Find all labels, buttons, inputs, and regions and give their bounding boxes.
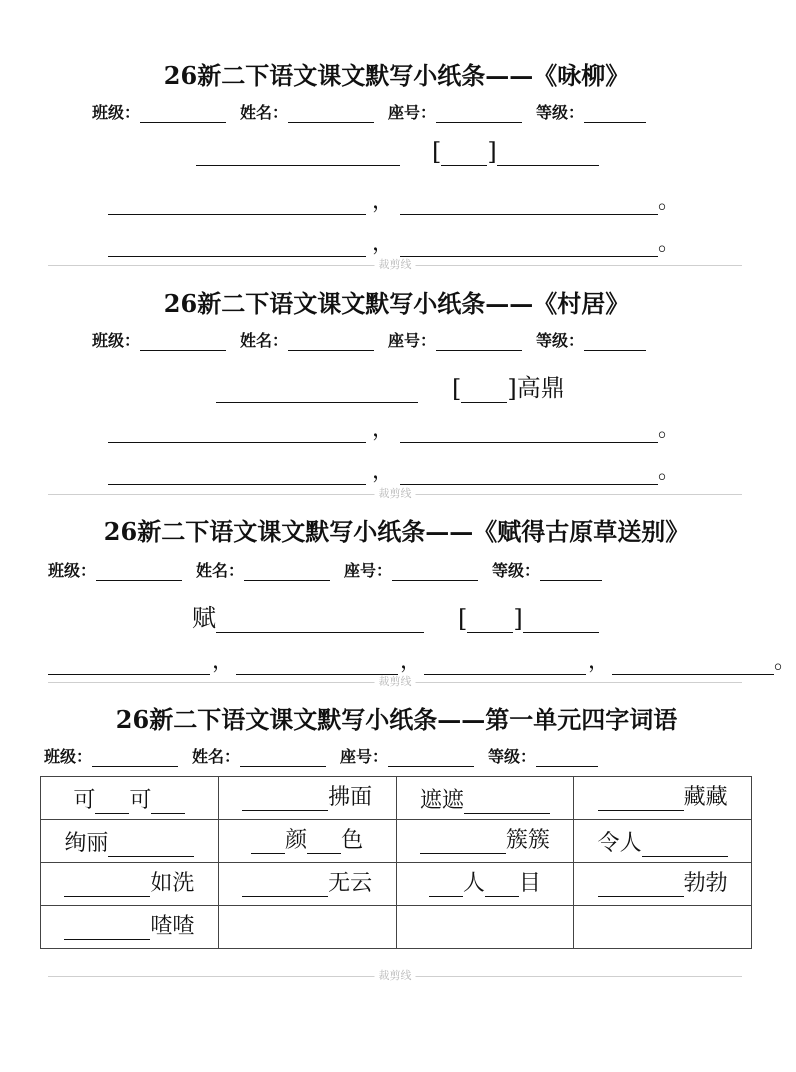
idiom-blank[interactable] xyxy=(242,874,328,897)
idiom-blank[interactable] xyxy=(151,791,185,814)
comma: ， xyxy=(372,189,395,214)
grade-label: 等级： xyxy=(536,103,585,122)
idiom-text: 藏藏 xyxy=(683,784,728,810)
section-3-info xyxy=(48,558,616,581)
section-4-info xyxy=(44,744,612,767)
section-1-line-2 xyxy=(108,226,680,257)
section-2-line-2 xyxy=(108,454,680,485)
idiom-text: 可 xyxy=(73,787,96,813)
idiom-cell xyxy=(218,906,396,949)
idiom-cell xyxy=(218,777,396,820)
idiom-cell xyxy=(41,863,219,906)
name-blank[interactable] xyxy=(244,564,330,581)
comma: ， xyxy=(372,459,395,484)
class-blank[interactable] xyxy=(140,334,226,351)
cut-line: 裁剪线 xyxy=(48,488,742,500)
cut-line: 裁剪线 xyxy=(48,970,742,982)
title-prefix: 赋 xyxy=(192,604,216,632)
grade-label: 等级： xyxy=(488,747,537,766)
author-blank[interactable] xyxy=(497,143,599,166)
name-label: 姓名： xyxy=(196,561,245,580)
dynasty-bracket: [ ] xyxy=(452,375,517,403)
poem-title-blank[interactable] xyxy=(196,143,400,166)
author-name: 高鼎 xyxy=(516,374,565,402)
class-label: 班级： xyxy=(92,103,141,122)
idiom-blank[interactable] xyxy=(464,791,550,814)
name-blank[interactable] xyxy=(240,750,326,767)
idiom-table xyxy=(40,776,752,949)
grade-blank[interactable] xyxy=(584,334,646,351)
name-label: 姓名： xyxy=(240,103,289,122)
period: 。 xyxy=(774,649,796,674)
idiom-text: 喳喳 xyxy=(150,913,195,939)
dynasty-blank[interactable] xyxy=(467,610,513,633)
seat-blank[interactable] xyxy=(392,564,478,581)
class-label: 班级： xyxy=(48,561,97,580)
idiom-text: 无云 xyxy=(328,870,373,896)
idiom-blank[interactable] xyxy=(307,831,341,854)
verse-blank[interactable] xyxy=(400,192,658,215)
idiom-text: 如洗 xyxy=(150,870,195,896)
idiom-blank[interactable] xyxy=(95,791,129,814)
idiom-cell xyxy=(574,863,752,906)
comma: ， xyxy=(372,417,395,442)
idiom-text: 色 xyxy=(341,827,364,853)
idiom-blank[interactable] xyxy=(64,874,150,897)
idiom-blank[interactable] xyxy=(242,788,328,811)
idiom-blank[interactable] xyxy=(598,874,684,897)
section-2-heading-row xyxy=(216,368,565,403)
cut-line: 裁剪线 xyxy=(48,676,742,688)
idiom-cell xyxy=(396,777,574,820)
idiom-text: 绚丽 xyxy=(64,830,109,856)
grade-blank[interactable] xyxy=(536,750,598,767)
verse-blank[interactable] xyxy=(108,192,366,215)
verse-blank[interactable] xyxy=(108,420,366,443)
dynasty-blank[interactable] xyxy=(441,143,487,166)
verse-blank[interactable] xyxy=(424,652,586,675)
verse-blank[interactable] xyxy=(108,462,366,485)
idiom-text: 人 xyxy=(462,870,485,896)
idiom-cell xyxy=(574,906,752,949)
section-1-line-1 xyxy=(108,184,680,215)
idiom-cell xyxy=(41,906,219,949)
idiom-text: 颜 xyxy=(285,827,308,853)
verse-blank[interactable] xyxy=(48,652,210,675)
name-blank[interactable] xyxy=(288,334,374,351)
idiom-blank[interactable] xyxy=(251,831,285,854)
table-row xyxy=(41,820,752,863)
idiom-text: 勃勃 xyxy=(683,870,728,896)
dynasty-bracket: [ ] xyxy=(432,138,497,166)
idiom-blank[interactable] xyxy=(485,874,519,897)
section-3-line-1 xyxy=(48,644,796,675)
idiom-text: 簇簇 xyxy=(505,827,550,853)
period: 。 xyxy=(658,231,681,256)
verse-blank[interactable] xyxy=(236,652,398,675)
comma: ， xyxy=(588,649,611,674)
idiom-text: 令人 xyxy=(597,830,642,856)
class-label: 班级： xyxy=(92,331,141,350)
section-4-title: 26新二下语文课文默写小纸条——第一单元四字词语 xyxy=(115,705,678,734)
idiom-cell xyxy=(396,820,574,863)
section-2-info xyxy=(92,328,660,351)
dynasty-bracket: [ ] xyxy=(458,605,523,633)
idiom-blank[interactable] xyxy=(429,874,463,897)
table-row xyxy=(41,906,752,949)
class-blank[interactable] xyxy=(92,750,178,767)
verse-blank[interactable] xyxy=(108,234,366,257)
table-row xyxy=(41,777,752,820)
idiom-cell xyxy=(41,777,219,820)
seat-blank[interactable] xyxy=(436,106,522,123)
table-row xyxy=(41,863,752,906)
comma: ， xyxy=(400,649,423,674)
idiom-cell xyxy=(396,906,574,949)
period: 。 xyxy=(658,417,681,442)
section-2-title: 26新二下语文课文默写小纸条——《村居》 xyxy=(163,289,630,318)
grade-label: 等级： xyxy=(536,331,585,350)
section-1-title: 26新二下语文课文默写小纸条——《咏柳》 xyxy=(163,61,630,90)
verse-blank[interactable] xyxy=(400,462,658,485)
name-label: 姓名： xyxy=(192,747,241,766)
period: 。 xyxy=(658,459,681,484)
idiom-blank[interactable] xyxy=(642,834,728,857)
seat-label: 座号： xyxy=(388,331,437,350)
cut-line: 裁剪线 xyxy=(48,259,742,271)
grade-blank[interactable] xyxy=(540,564,602,581)
class-label: 班级： xyxy=(44,747,93,766)
verse-blank[interactable] xyxy=(612,652,774,675)
idiom-blank[interactable] xyxy=(420,831,506,854)
comma: ， xyxy=(372,231,395,256)
grade-blank[interactable] xyxy=(584,106,646,123)
verse-blank[interactable] xyxy=(400,234,658,257)
idiom-cell xyxy=(218,820,396,863)
section-1-heading-row xyxy=(196,138,599,166)
section-3-heading-row xyxy=(192,598,599,633)
idiom-blank[interactable] xyxy=(598,788,684,811)
idiom-blank[interactable] xyxy=(64,917,150,940)
idiom-text: 遮遮 xyxy=(419,787,464,813)
name-label: 姓名： xyxy=(240,331,289,350)
author-blank[interactable] xyxy=(523,610,599,633)
grade-label: 等级： xyxy=(492,561,541,580)
class-blank[interactable] xyxy=(140,106,226,123)
idiom-cell xyxy=(574,777,752,820)
seat-blank[interactable] xyxy=(436,334,522,351)
idiom-text: 拂面 xyxy=(328,784,373,810)
idiom-cell xyxy=(218,863,396,906)
section-1-info xyxy=(92,100,660,123)
section-2-line-1 xyxy=(108,412,680,443)
poem-title-blank[interactable] xyxy=(216,380,418,403)
idiom-text: 目 xyxy=(518,870,541,896)
comma: ， xyxy=(212,649,235,674)
dynasty-blank[interactable] xyxy=(461,380,507,403)
verse-blank[interactable] xyxy=(400,420,658,443)
seat-label: 座号： xyxy=(388,103,437,122)
class-blank[interactable] xyxy=(96,564,182,581)
seat-label: 座号： xyxy=(340,747,389,766)
idiom-cell xyxy=(574,820,752,863)
period: 。 xyxy=(658,189,681,214)
poem-title-blank[interactable] xyxy=(216,610,424,633)
name-blank[interactable] xyxy=(288,106,374,123)
seat-label: 座号： xyxy=(344,561,393,580)
section-3-title: 26新二下语文课文默写小纸条——《赋得古原草送别》 xyxy=(103,517,690,546)
idiom-text: 可 xyxy=(129,787,152,813)
seat-blank[interactable] xyxy=(388,750,474,767)
idiom-cell xyxy=(41,820,219,863)
idiom-cell xyxy=(396,863,574,906)
idiom-blank[interactable] xyxy=(108,834,194,857)
